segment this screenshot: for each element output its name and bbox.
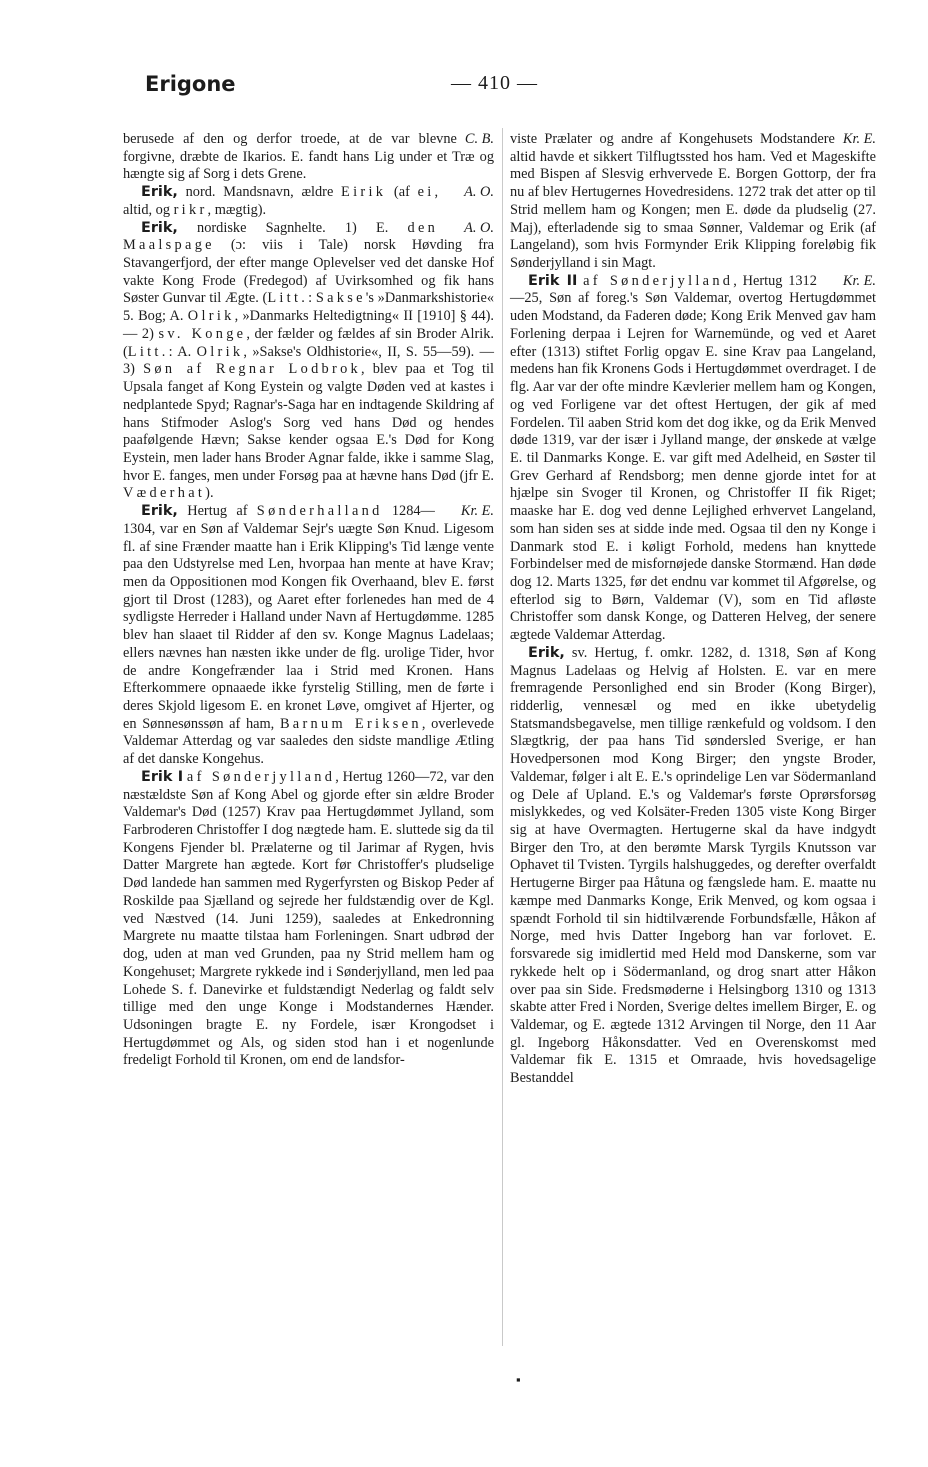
entry-headword: Erik I	[141, 768, 184, 785]
entry-paragraph	[123, 769, 494, 1070]
spaced-term: Litt.	[127, 343, 169, 360]
spaced-term: Eirik	[341, 184, 387, 201]
spaced-term: Sakse	[315, 290, 366, 307]
spaced-term: Olrik	[196, 343, 244, 360]
spaced-term: Litt.	[267, 290, 309, 307]
entry-headword: Erik II	[528, 272, 578, 289]
entry-text: , altid, og	[123, 184, 439, 218]
entry-text: (af	[386, 184, 418, 201]
footer-ornament: ▪	[516, 1372, 521, 1387]
entry-paragraph	[123, 220, 494, 504]
spaced-term: Sønderhalland	[256, 503, 383, 520]
right-column	[510, 131, 876, 1088]
entry-text: Hertug af	[177, 503, 257, 520]
spaced-term: Søn af Regnar Lodbrok	[143, 361, 362, 378]
spaced-term: ei	[417, 184, 435, 201]
author-signature: A. O.	[464, 184, 494, 201]
spaced-term: Olrik	[187, 308, 235, 325]
spaced-term: Barnum Eriksen	[279, 715, 422, 732]
entry-headword: Erik,	[141, 219, 178, 236]
entry-headword: Erik,	[141, 184, 178, 201]
author-signature: A. O.	[464, 219, 494, 236]
continued-paragraph	[510, 131, 876, 273]
entry-paragraph	[123, 184, 494, 219]
spaced-term: af Sønderjylland	[186, 768, 336, 785]
column-divider	[502, 128, 503, 1346]
entry-text: , Hertug 1312—25, Søn af foreg.'s Søn Valdemar, overtog Hertugdømmet uden Modstand, da Faderen døde; Kong Erik Menved gav ham Forlening derpaa i Lejren for Warnemünde, og ved et Aaret efter (1313) stiftet Forlig opgav E. sine Krav paa Langeland, medens han fik Kronens Gods i Hertugdømmet overdraget. I de flg. Aar var der ofte mindre Kævlerier mellem ham og Kongen, og ved Forligene var det oftest Hertugen, der gik af med Fordelen. Til aaben Strid kom det dog ikke, og da Erik Menved døde 1319, var der især i Jylland mange, der ønskede at vælge E. til Danmarks Konge. E. var gift med Adelheid, en Søster til Grev Gerhard af Rendsborg; men denne gjorde intet for at hjælpe sin Svoger til Kronen, og Christoffer II fik Riget; maaske har E. dog ved denne Lejlighed erhvervet Langeland, som han siden ses at sidde inde med. Ogsaa til den ny Konge i Danmark stod E. i køligt Forhold, medens han knyttede Forbindelser med de misfornøjede danske Stormænd. Han døde dog 12. Marts 1325, før det endnu var kommet til Afgørelse, og efterlod sig to Børn, Valdemar (V), som en Tid afløste Christoffer som dansk Konge, og Datteren Helveg, der senere ægtede Valdemar Atterdag.	[510, 272, 876, 644]
entry-text: berusede af den og derfor troede, at de var blevne forgivne, dræbte de Ikarios. E. fandt hans Lig under et Træ og hængte sig af Sorg i dets Grene.	[123, 131, 494, 183]
entry-text: : A.	[168, 343, 197, 360]
entry-headword: Erik,	[141, 503, 178, 520]
entry-text: , blev paa et Tog til Upsala fanget af Kong Eystein og valgte Døden ved at kastes i nedplantede Spyd; Ragnar's-Saga har en indtagende Skildring af hans Stifmoder Aslog's Sorg ved hans Død og hendes paafølgende Hævn; Sakse kender ogsaa E.'s Død for Kong Eystein, men lader hans Broder Agnar falde, ikke i samme Slag, hvor E. fanges, men under Forsøg paa at hævne hans Død (jfr E.	[123, 361, 494, 484]
entry-text: 's »Danmarkshistorie« 5. Bog; A.	[123, 290, 494, 325]
spaced-term: sv. Konge	[158, 325, 247, 342]
entry-paragraph	[510, 273, 876, 645]
entry-text: nordiske Sagnhelte. 1) E.	[177, 219, 408, 236]
entry-text: viste Prælater og andre af Kongehusets Modstandere altid havde et sikkert Tilflugtssted hos ham. Ved et Mageskifte med Bispen af Slesvig erhvervede E. Borgen Gottorp, der fra nu af blev Hertugernes Hovedresidens. 1272 trak det atter op til Strid mellem ham og Kongen; men E. døde da pludselig (27. Maj), efterladende sig to smaa Sønner, Valdemar og Erik (af Langeland), som hvis Formynder Erik Klipping foreløbig fik Sønderjylland i sin Magt.	[510, 131, 876, 272]
entry-text: 1284—1304, var en Søn af Valdemar Sejr's uægte Søn Knud. Ligesom fl. af sine Frænder maatte han i Erik Klipping's Tid længe vente paa den Udstyrelse med Len, hvorpaa han mente at have Krav; men da Oppositionen mod Kongen fik Overhaand, blev E. først gjort til Drost (1283), og Aaret efter forlenedes han med de 4 sydligste Herreder i Halland under Navn af Hertugdømme. 1285 blev han slaaet til Ridder af den sv. Konge Magnus Ladelaas; ellers nævnes han næsten ikke under de flg. urolige Tider, hvor de andre Kongefrænder laa i Strid med Kronen. Hans Efterkommere opnaaede ikke fyrstelig Stilling, men de førte i deres Skjold ligesom E. en kronet Løve, omgivet af Hjerter, og en Sønnesønssøn af ham,	[123, 503, 494, 732]
entry-text: nord. Mandsnavn, ældre	[177, 184, 342, 201]
entry-text: sv. Hertug, f. omkr. 1282, d. 1318, Søn af Kong Magnus Ladelaas og Helvig af Holsten. E. var en mere fremragende Personlighed end sin Broder (Kong Birger), ridderlig, vennesæl og med en ikke ubetydelig Statsmandsbegavelse, men tillige rænkefuld og voldsom. I den Slægtkrig, der paa hans Tid søndersled Sverige, er han Hovedpersonen mod Kong Birger; den yngste Broder, Valdemar, følger i alt E. E.'s oprindelige Len var Södermanland og Dele af Upland. E.'s og Valdemar's første Oprørsforsøg mislykkedes, og ved Kolsäter-Freden 1305 viste Kong Birger sig at have Overmagten. Hertugerne skal da have indgydt Birger den Tro, at den berømte Marsk Tyrgils Knutsson var Ophavet til Tvisten. Tyrgils halshuggedes, og derefter overfaldt Hertugerne Birger paa Håtuna og fængslede ham. E. maatte nu kæmpe med Danmarks Konge, Erik Menved, og kom ogsaa i spændt Forhold til sin hidtilværende Forbundsfælle, Håkon af Norge, med hvis Datter Ingeborg han var forlovet. E. forsvarede sig imidlertid med Held mod Danskerne, som var rykkede helt op i Södermanland, og drog snart atter Håkon over paa sin Side. Fredsmøderne i Helsingborg 1310 og 1313 skabte atter Fred i Norden, Sverige deltes imellem Birger, E. og Valdemar, og E. ægtede 1312 Arvingen til Norge, den 11 Aar gl. Ingeborg Håkonsdatter. Ved en Overenskomst med Valdemar fik E. 1315 et Omraade, hvis hovedsagelige Bestanddel	[510, 644, 876, 1087]
page-header	[143, 72, 878, 102]
entry-text: :	[308, 290, 316, 307]
entry-text: ).	[205, 485, 214, 502]
spaced-term: rikr	[173, 201, 208, 218]
entry-paragraph	[510, 645, 876, 1088]
author-signature: Kr. E.	[842, 131, 876, 147]
author-signature: Kr. E.	[460, 503, 494, 520]
entry-text: , overlevede Valdemar Atterdag og var saaledes den sidste mandlige Ætling af det danske Kongehus.	[123, 715, 495, 768]
spaced-term: af Sønderjylland	[583, 272, 734, 289]
continued-paragraph	[123, 131, 494, 184]
running-head-word: Erigone	[145, 72, 236, 96]
entry-text: , »Sakse's Oldhistorie«, II, S. 55—59). — 3)	[123, 343, 494, 378]
spaced-term: Væderhat	[123, 485, 206, 502]
entry-paragraph	[123, 503, 494, 769]
entry-headword: Erik,	[528, 644, 565, 661]
author-signature: C. B.	[464, 131, 494, 147]
author-signature: Kr. E.	[842, 272, 876, 289]
entry-text: (ɔ: viis i Tale) norsk Høvding fra Stavangerfjord, der efter mange Oplevelser ved det danske Hof vakte Kong Frode (Fredegod) af Uvirksomhed og fik hans Søster Gunvar til Ægte. (	[123, 237, 494, 307]
entry-text: , der fælder og fældes af sin Broder Alrik. (	[123, 325, 495, 360]
entry-text: , Hertug 1260—72, var den næstældste Søn af Kong Abel og gjorde efter sin ældre Broder Valdemar's Død (1257) Krav paa Hertugdømmet Jylland, som Farbroderen Christoffer I dog nægtede ham. E. sluttede sig da til Kongens Fjender bl. Prælaterne og til Jarimar af Rygen, hvis Datter Margrete han ægtede. Kort før Christoffer's pludselige Død landede han sammen med Rygerfyrsten og Biskop Peder af Roskilde paa Sjælland og sejrede her fuldstændig over de Kgl. ved Næstved (14. Juni 1259), saaledes at Enkedronning Margrete nu maatte tilstaa ham Forleningen. Snart udbrød der dog, uden at man ved Grunden, paa ny Strid mellem ham og Kongehuset; Margrete rykkede ind i Sønderjylland, men led paa Lohede S. f. Danevirke et fuldstændigt Nederlag og faldt selv tillige med den unge Konge i Modstandernes Hænder. Udsoningen bragte E. ny Fordele, især Krongodset i Hertugdømmet og Als, og siden stod han i et nogenlunde fredeligt Forhold til Kronen, om end de landsfor-	[123, 768, 494, 1069]
entry-text: , mægtig).	[207, 201, 267, 218]
entry-text: , »Danmarks Heltedigtning« II [1910] § 44). — 2)	[123, 308, 494, 342]
left-column	[123, 131, 494, 1070]
spaced-term: den Maalspage	[123, 219, 439, 254]
page-number: — 410 —	[451, 72, 538, 94]
